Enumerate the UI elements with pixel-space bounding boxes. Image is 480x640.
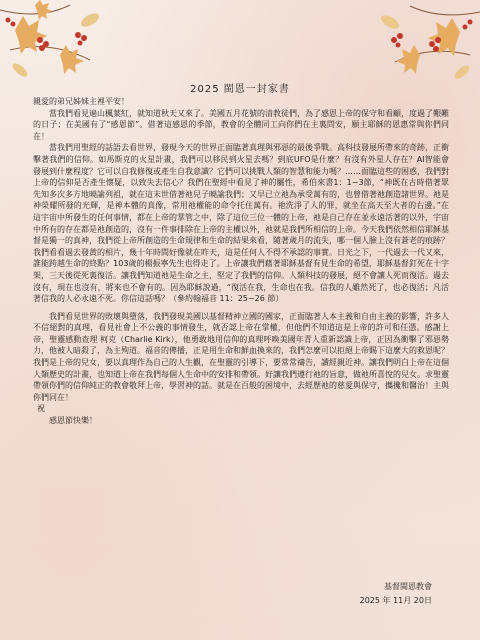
letter-greeting: 親愛的弟兄姊妹主裡平安！ xyxy=(33,97,129,106)
letter-title: 2025 閩恩一封家書 xyxy=(190,84,290,95)
letter-paragraph-3: 我們看見世界的敗壞與墮落，我們發現美國以基督精神立國的國家，正面臨著人本主義和自由主義的影響，許多人不信絕對的真理，看見社會上不公義的事情發生，就否認上帝在掌權，但他們不知道這是上帝的許可和任憑。感謝上帝，聖靈感動查理 柯克（Charlie Kirk），他勇敢地用信仰的真理呼喚美國年青人重新認識上帝，正因為衝擊了邪惡勢力，他被人暗殺了，為主殉道。福音的傳播，正是用生命和鮮血換來的，我們怎麼可以拒絕上帝賜下這麼大的救恩呢？我們是上帝的兒女，要以真理作為自己的人生觀，在聖靈的引導下，要常常禱告，讀經親近神。讓我們明白上帝在這個人類歷史的計畫，也知道上帝在我們每個人生命中的安排和帶領。好讓我們遵行祂的旨意，做祂所喜悅的兒女。求聖靈帶領你們的信仰純正的教會敬拜上帝，學習神的話。就是在百般的困境中，去經歷祂的慈愛與保守，攜攙和醫治！主與你們同在！ xyxy=(33,311,449,402)
letter-paragraph-2: 當我們用聖經的話語去看世界，發現今天的世界正面臨著真理與邪惡的最後爭戰。高科技發展所帶來的奇跡，正衝擊著我們的信仰。如馬斯克的火星計畫，我們可以移民到火星去嗎？到底UFO是什麼？有沒有外星人存在？AI智能會發展到什麼程度？它可以自我修復或產生自我意識？它們可以挑戰人類的智慧和能力嗎？……面臨這些的困惑，我們對上帝的信仰是否產生懷疑，以致失去信心？我們在聖經中看見了神的屬性，希伯來書1：1−3節，“神既在古時借著眾先知多次多方地曉諭列祖，就在這末世借著祂兒子曉諭我們；又早已立祂為承受萬有的，也曾借著祂創造諸世界。祂是神榮耀所發的光輝，是神本體的真像，常用祂權能的命令托住萬有。祂洗淨了人的罪，就坐在高天至大者的右邊。”在這宇宙中所發生的任何事情，都在上帝的掌管之中，除了這位三位一體的上帝，祂是自己存在並永遠活著的以外，宇宙中所有的存在都是祂創造的，沒有一件事排除在上帝的主權以外，祂就是我們所相信的上帝。今天我們依然相信耶穌基督是獨一的真神，我們從上帝所創造的生命規律和生命的結果來看，隨著歲月的流失，哪一個人臉上沒有蒼老的痕跡？我們看看過去發黃的相片，幾十年時間好像就在昨天，這是任何人不得不承認的事實。日光之下，一代過去一代又來，誰能跨越生命的終點？103歲的楊振寧先生也得走了。上帝讓我們藉著耶穌基督有見生命的希望，耶穌基督釘死在十字架，三天後從死裏復活。讓我們知道祂是生命之主，堅定了我們的信仰。人類科技的發展，絕不會讓人死而復活。過去沒有，現在也沒有，將來也不會有的。因為耶穌說過，“復活在我，生命也在我。信我的人雖然死了，也必復活；凡活著信我的人必永遠不死。你信這話嗎？（參約翰福音 11：25−26 節） xyxy=(33,143,449,304)
letter-closing-blessing: 感恩節快樂！ xyxy=(49,416,97,426)
church-name: 基督閩恩教會 xyxy=(384,582,432,591)
letter-closing-wish: 祝 xyxy=(37,404,45,414)
letter-signoff xyxy=(360,580,432,608)
autumn-leaves-right-icon xyxy=(350,0,480,90)
letter-paragraph-1: 當我們看見遍山楓葉紅，就知道秋天又來了。美國五月花號的清教徒們，為了感恩上帝的保守和看顧，度過了艱難的日子；在美國有了“感恩節”。借著這感恩的季節，教會的全體同工向你們在主裏問安，願主耶穌的恩惠常與你們同在！ xyxy=(33,108,449,141)
autumn-leaves-left-icon xyxy=(0,0,130,90)
letter-date: 2025 年 11月 20日 xyxy=(359,596,432,605)
letter-body xyxy=(33,96,449,427)
